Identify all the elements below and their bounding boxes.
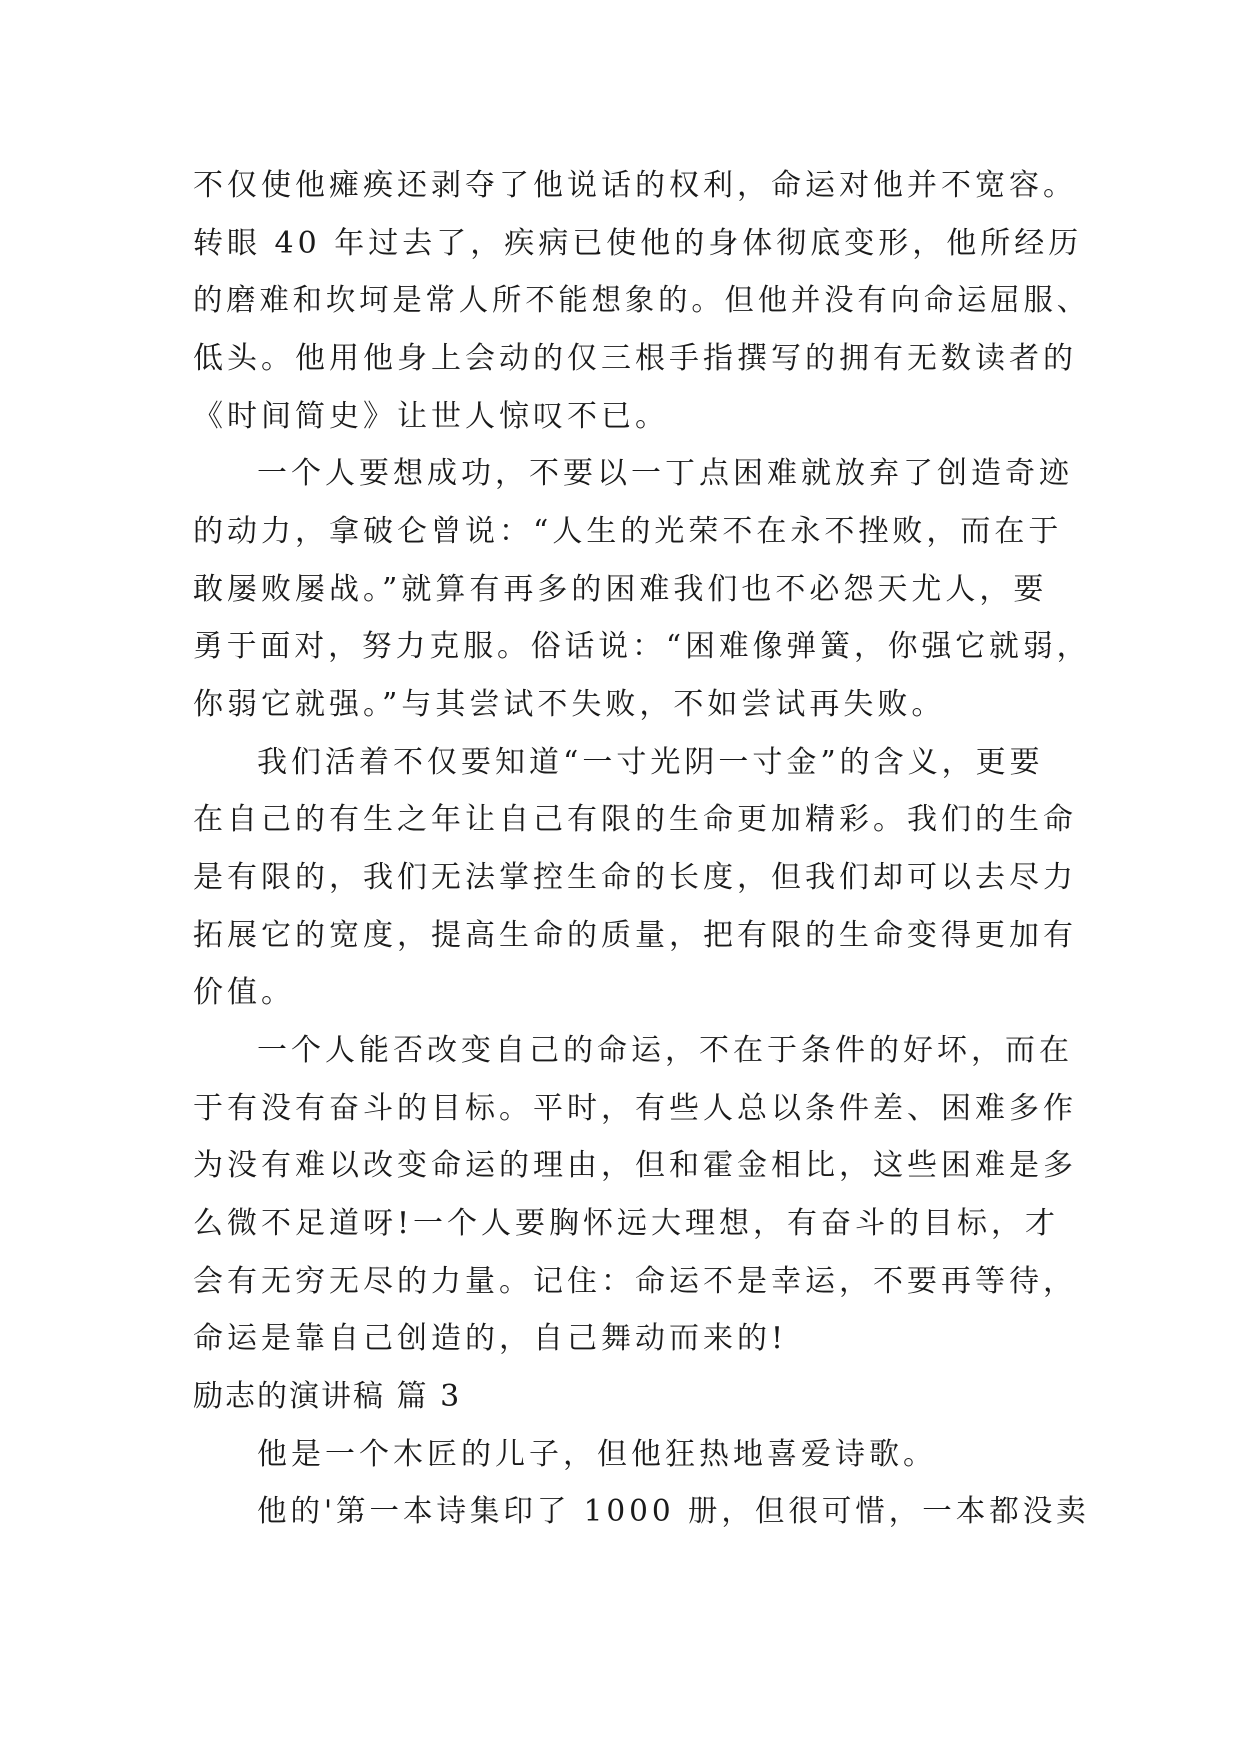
paragraph-first-line: 一个人要想成功，不要以一丁点困难就放弃了创造奇迹: [257, 456, 1073, 491]
text-line: 你弱它就强。”与其尝试不失败，不如尝试再失败。: [193, 687, 946, 722]
text-line: 么微不足道呀!一个人要胸怀远大理想，有奋斗的目标，才: [193, 1206, 1060, 1241]
text-line: 《时间简史》让世人惊叹不已。: [193, 399, 669, 434]
text-line: 的动力，拿破仑曾说：“人生的光荣不在永不挫败，而在于: [193, 514, 1063, 549]
text-line: 低头。他用他身上会动的仅三根手指撰写的拥有无数读者的: [193, 341, 1077, 376]
paragraph-first-line: 他的'第一本诗集印了 1000 册，但很可惜，一本都没卖: [257, 1494, 1090, 1529]
text-line: 的磨难和坎坷是常人所不能想象的。但他并没有向命运屈服、: [193, 283, 1090, 318]
section-heading: 励志的演讲稿 篇 3: [193, 1379, 462, 1414]
text-line: 价值。: [193, 975, 295, 1010]
text-line: 敢屡败屡战。”就算有再多的困难我们也不必怨天尤人，要: [193, 572, 1048, 607]
text-line: 在自己的有生之年让自己有限的生命更加精彩。我们的生命: [193, 802, 1077, 837]
text-line: 勇于面对，努力克服。俗话说：“困难像弹簧，你强它就弱，: [193, 629, 1091, 664]
text-line: 不仅使他瘫痪还剥夺了他说话的权利，命运对他并不宽容。: [193, 168, 1077, 203]
text-line: 于有没有奋斗的目标。平时，有些人总以条件差、困难多作: [193, 1091, 1077, 1126]
text-line: 命运是靠自己创造的，自己舞动而来的!: [193, 1321, 788, 1356]
text-line: 会有无穷无尽的力量。记住：命运不是幸运，不要再等待，: [193, 1264, 1077, 1299]
paragraph-first-line: 一个人能否改变自己的命运，不在于条件的好坏，而在: [257, 1033, 1073, 1068]
paragraph-first-line: 他是一个木匠的儿子，但他狂热地喜爱诗歌。: [257, 1437, 937, 1472]
paragraph-first-line: 我们活着不仅要知道“一寸光阴一寸金”的含义，更要: [257, 745, 1044, 780]
text-line: 是有限的，我们无法掌控生命的长度，但我们却可以去尽力: [193, 860, 1077, 895]
text-line: 拓展它的宽度，提高生命的质量，把有限的生命变得更加有: [193, 918, 1077, 953]
text-line: 为没有难以改变命运的理由，但和霍金相比，这些困难是多: [193, 1148, 1077, 1183]
text-line: 转眼 40 年过去了，疾病已使他的身体彻底变形，他所经历: [193, 226, 1083, 261]
